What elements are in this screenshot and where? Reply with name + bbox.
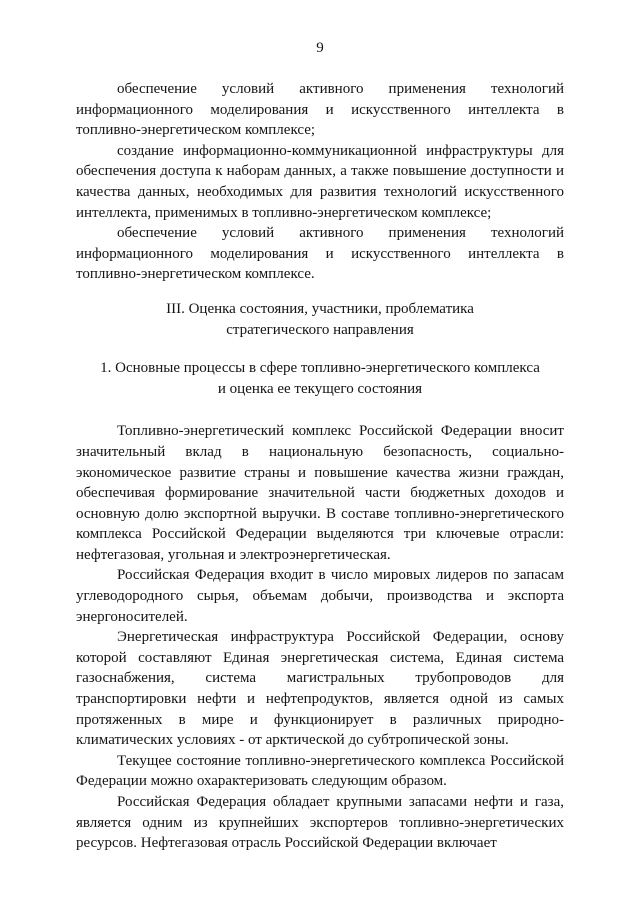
list-item: создание информационно-коммуникационной инфраструктуры для обеспечения доступа к наборам данных, а также повышение доступности и качества данных, необходимых для развития технологий искусственного интеллекта, применимых в топливно-энергетическом комплексе; xyxy=(76,142,564,221)
section-heading-line: стратегического направления xyxy=(226,321,414,338)
section-heading xyxy=(76,299,564,340)
list-item: обеспечение условий активного применения технологий информационного моделирования и искусственного интеллекта в топливно-энергетическом комплексе; xyxy=(76,81,564,139)
list-item: обеспечение условий активного применения технологий информационного моделирования и искусственного интеллекта в топливно-энергетическом комплексе. xyxy=(76,225,564,283)
body-paragraph: Топливно-энергетический комплекс Российской Федерации вносит значительный вклад в национальную безопасность, социально-экономическое развитие страны и повышение качества жизни граждан, обеспечивая формирование значительной части бюджетных доходов и основную долю экспортной выручки. В составе топливно-энергетического комплекса Российской Федерации выделяются три ключевые отрасли: нефтегазовая, угольная и электроэнергетическая. xyxy=(76,423,564,563)
body-paragraph: Российская Федерация входит в число мировых лидеров по запасам углеводородного сырья, объемам добычи, производства и экспорта энергоносителей. xyxy=(76,567,564,625)
subsection-heading xyxy=(76,358,564,399)
section-heading-line: III. Оценка состояния, участники, проблематика xyxy=(166,300,474,317)
page-number: 9 xyxy=(316,40,324,56)
body-paragraph: Текущее состояние топливно-энергетического комплекса Российской Федерации можно охарактеризовать следующим образом. xyxy=(76,752,564,790)
body-paragraph: Энергетическая инфраструктура Российской Федерации, основу которой составляют Единая энергетическая система, Единая система газоснабжения, система магистральных трубопроводов для транспортировки нефти и нефтепродуктов, является одной из самых протяженных в мире и функционирует в различных природно-климатических условиях - от арктической до субтропической зоны. xyxy=(76,629,564,749)
page-content xyxy=(76,79,564,854)
subsection-heading-line: и оценка ее текущего состояния xyxy=(217,380,423,397)
subsection-heading-line: 1. Основные процессы в сфере топливно-энергетического комплекса xyxy=(100,360,540,377)
body-paragraph: Российская Федерация обладает крупными запасами нефти и газа, является одним из крупнейших экспортеров топливно-энергетических ресурсов. Нефтегазовая отрасль Российской Федерации включает xyxy=(76,794,564,852)
